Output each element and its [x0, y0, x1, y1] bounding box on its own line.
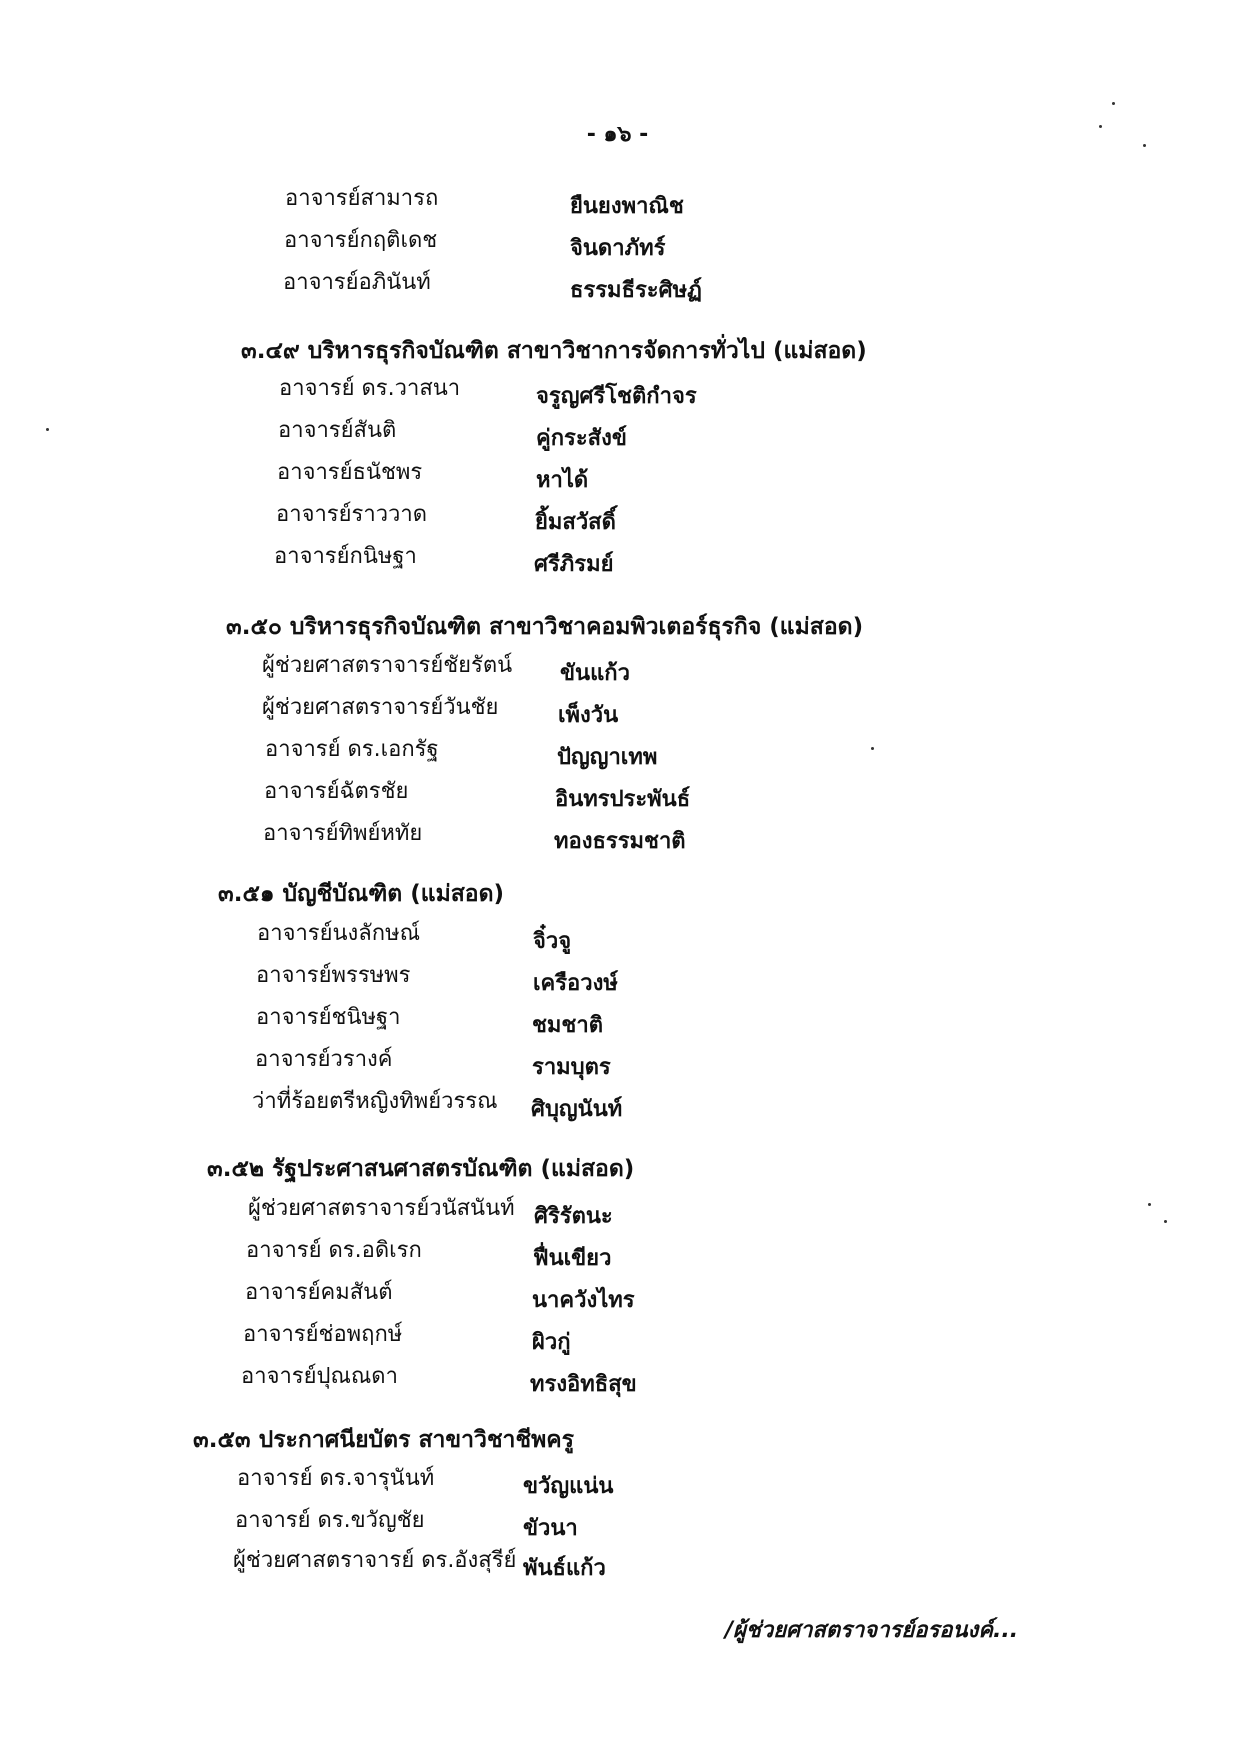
section-heading: ๓.๕๑ บัญชีบัณฑิต (แม่สอด)	[218, 881, 505, 907]
member-first-name: อาจารย์ธนัชพร	[277, 460, 423, 485]
member-first-name: อาจารย์คมสันต์	[245, 1280, 393, 1305]
member-last-name: ศิบุญนันท์	[531, 1097, 623, 1122]
member-first-name: ผู้ช่วยศาสตราจารย์วันชัย	[262, 695, 499, 720]
member-last-name: ปัญญาเทพ	[557, 745, 658, 770]
member-first-name: ผู้ช่วยศาสตราจารย์ ดร.อังสุรีย์	[233, 1548, 517, 1573]
section-heading: ๓.๕๒ รัฐประศาสนศาสตรบัณฑิต (แม่สอด)	[207, 1156, 635, 1182]
scan-speck	[46, 428, 49, 431]
member-first-name: ผู้ช่วยศาสตราจารย์วนัสนันท์	[248, 1196, 515, 1221]
member-first-name: อาจารย์ฉัตรชัย	[264, 779, 409, 804]
member-first-name: อาจารย์สามารถ	[285, 186, 439, 211]
member-last-name: ผิวกู่	[532, 1330, 571, 1355]
member-first-name: อาจารย์ ดร.วาสนา	[279, 376, 461, 401]
scan-speck	[1164, 1220, 1167, 1223]
member-last-name: จิ๋วจู	[533, 929, 572, 954]
member-first-name: อาจารย์อภินันท์	[283, 270, 431, 295]
member-last-name: ธรรมธีระศิษฏ์	[570, 278, 702, 303]
scan-speck	[1099, 125, 1102, 128]
member-first-name: อาจารย์ ดร.จารุนันท์	[237, 1466, 435, 1491]
member-last-name: ขวัญแน่น	[523, 1474, 614, 1499]
member-first-name: อาจารย์สันติ	[278, 418, 397, 443]
member-last-name: ชมชาติ	[532, 1013, 604, 1038]
member-last-name: หาได้	[536, 468, 589, 493]
member-last-name: ยืนยงพาณิช	[570, 194, 684, 219]
member-last-name: จินดาภัทร์	[570, 236, 666, 261]
member-first-name: อาจารย์ทิพย์หทัย	[263, 821, 423, 846]
member-last-name: ศรีภิรมย์	[534, 552, 614, 577]
member-first-name: อาจารย์ปุณณดา	[241, 1364, 398, 1389]
member-first-name: อาจารย์กฤติเดช	[284, 228, 438, 253]
member-first-name: ว่าที่ร้อยตรีหญิงทิพย์วรรณ	[252, 1089, 498, 1114]
member-last-name: ทรงอิทธิสุข	[530, 1372, 637, 1397]
member-last-name: รามบุตร	[532, 1055, 611, 1080]
member-last-name: ฟื่นเขียว	[533, 1246, 612, 1271]
member-last-name: ศิริรัตนะ	[534, 1204, 613, 1229]
member-last-name: อินทรประพันธ์	[555, 787, 691, 812]
member-last-name: คู่กระสังข์	[536, 426, 627, 451]
scan-speck	[1148, 1203, 1151, 1206]
member-first-name: อาจารย์นงลักษณ์	[257, 921, 421, 946]
member-first-name: อาจารย์ ดร.อดิเรก	[246, 1238, 422, 1263]
member-first-name: อาจารย์ ดร.ขวัญชัย	[235, 1508, 425, 1533]
member-first-name: อาจารย์ช่อพฤกษ์	[243, 1322, 403, 1347]
section-heading: ๓.๕๐ บริหารธุรกิจบัณฑิต สาขาวิชาคอมพิวเตอร์ธุรกิจ (แม่สอด)	[226, 614, 864, 640]
member-last-name: เครือวงษ์	[533, 971, 618, 996]
section-heading: ๓.๕๓ ประกาศนียบัตร สาขาวิชาชีพครู	[193, 1427, 574, 1453]
member-first-name: ผู้ช่วยศาสตราจารย์ชัยรัตน์	[262, 653, 513, 678]
member-last-name: เพ็งวัน	[558, 703, 619, 728]
member-last-name: จรูญศรีโชติกำจร	[536, 384, 697, 409]
member-first-name: อาจารย์กนิษฐา	[274, 544, 417, 569]
member-last-name: พันธ์แก้ว	[523, 1556, 606, 1581]
member-last-name: ทองธรรมชาติ	[554, 829, 686, 854]
member-last-name: ยิ้มสวัสดิ์	[535, 510, 616, 535]
member-first-name: อาจารย์วรางค์	[255, 1047, 393, 1072]
member-first-name: อาจารย์ชนิษฐา	[256, 1005, 401, 1030]
page-number: - ๑๖ -	[586, 122, 649, 147]
member-last-name: ขันแก้ว	[560, 661, 630, 686]
member-first-name: อาจารย์ราววาด	[276, 502, 428, 527]
continuation-note: /ผู้ช่วยศาสตราจารย์อรอนงค์...	[725, 1618, 1019, 1643]
scan-speck	[871, 747, 874, 750]
member-last-name: นาควังไทร	[532, 1288, 635, 1313]
member-first-name: อาจารย์พรรษพร	[256, 963, 411, 988]
scan-speck	[1143, 144, 1146, 147]
member-first-name: อาจารย์ ดร.เอกรัฐ	[265, 737, 439, 762]
scan-speck	[1112, 102, 1115, 105]
section-heading: ๓.๔๙ บริหารธุรกิจบัณฑิต สาขาวิชาการจัดการทั่วไป (แม่สอด)	[241, 338, 867, 364]
member-last-name: ขัวนา	[523, 1516, 578, 1541]
